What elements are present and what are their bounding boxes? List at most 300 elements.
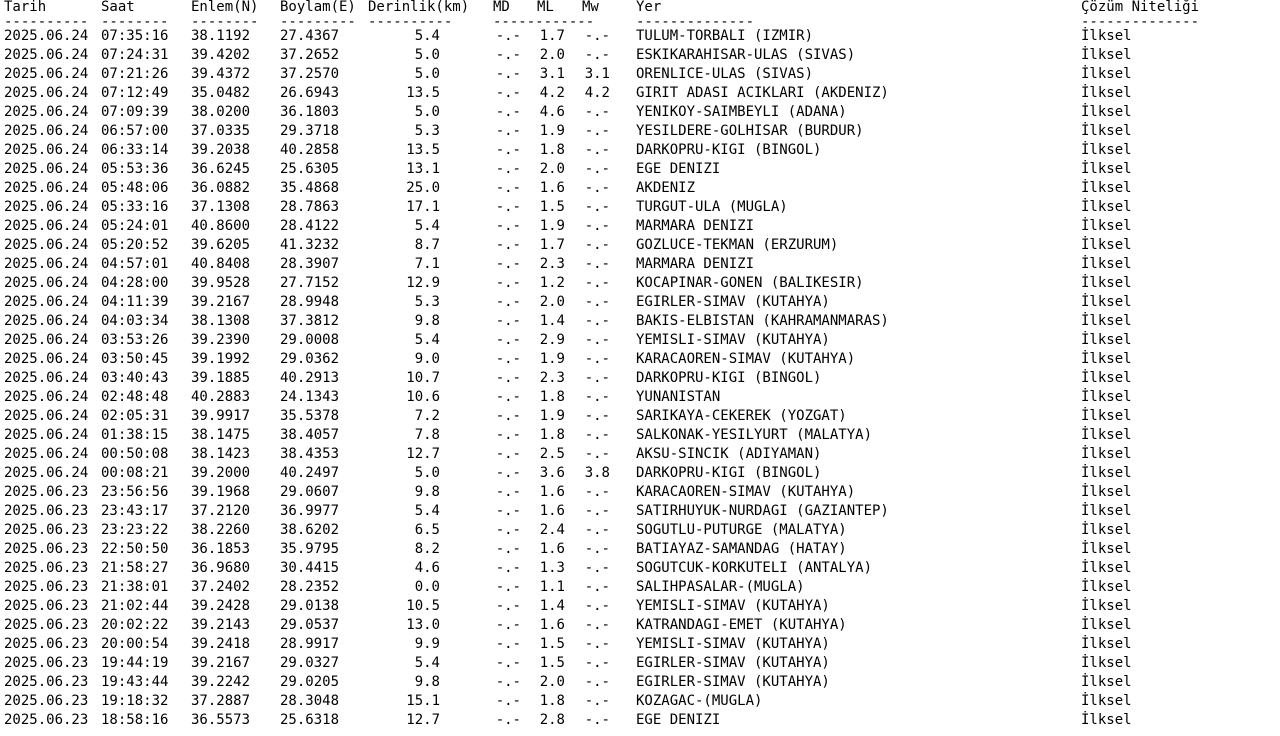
table-row: [4, 237, 1132, 257]
cell-time: 03:53:26: [101, 332, 169, 348]
cell-time: 05:53:36: [101, 161, 169, 177]
cell-place: YEMISLI-SIMAV (KUTAHYA): [636, 598, 830, 614]
cell-quality: İlksel: [1081, 294, 1132, 310]
cell-latitude: 39.4202: [191, 47, 251, 63]
cell-place: SOGUTLU-PUTURGE (MALATYA): [636, 522, 847, 538]
cell-ml: 2.8: [539, 712, 565, 728]
cell-date: 2025.06.24: [4, 256, 89, 272]
cell-md: -.-: [495, 712, 521, 728]
cell-mw: -.-: [584, 142, 610, 158]
table-row: [4, 294, 1132, 314]
cell-longitude: 29.0327: [280, 655, 340, 671]
table-row: [4, 161, 1132, 181]
cell-longitude: 25.6305: [280, 161, 340, 177]
cell-depth: 5.4: [414, 655, 440, 671]
header-mw: Mw: [582, 0, 599, 15]
cell-place: SALIHPASALAR-(MUGLA): [636, 579, 805, 595]
cell-depth: 5.0: [414, 465, 440, 481]
cell-latitude: 39.6205: [191, 237, 251, 253]
cell-place: YEMISLI-SIMAV (KUTAHYA): [636, 332, 830, 348]
cell-mw: 3.1: [584, 66, 610, 82]
cell-latitude: 37.0335: [191, 123, 251, 139]
cell-mw: -.-: [584, 427, 610, 443]
cell-longitude: 28.9948: [280, 294, 340, 310]
cell-longitude: 29.0537: [280, 617, 340, 633]
cell-ml: 4.2: [539, 85, 565, 101]
cell-time: 00:50:08: [101, 446, 169, 462]
table-row: [4, 693, 1132, 713]
cell-time: 21:38:01: [101, 579, 169, 595]
cell-depth: 9.8: [414, 313, 440, 329]
cell-time: 04:57:01: [101, 256, 169, 272]
cell-place: YENIKOY-SAIMBEYLI (ADANA): [636, 104, 847, 120]
cell-longitude: 37.2652: [280, 47, 340, 63]
cell-place: KATRANDAGI-EMET (KUTAHYA): [636, 617, 847, 633]
cell-mw: -.-: [584, 693, 610, 709]
table-row: [4, 28, 1132, 48]
cell-ml: 2.4: [539, 522, 565, 538]
cell-depth: 8.7: [414, 237, 440, 253]
cell-place: SARIKAYA-CEKEREK (YOZGAT): [636, 408, 847, 424]
cell-longitude: 28.3048: [280, 693, 340, 709]
cell-place: EGIRLER-SIMAV (KUTAHYA): [636, 655, 830, 671]
cell-date: 2025.06.23: [4, 503, 89, 519]
cell-mw: -.-: [584, 560, 610, 576]
cell-mw: -.-: [584, 598, 610, 614]
separator-date: ----------: [4, 14, 89, 30]
table-row: [4, 104, 1132, 124]
cell-ml: 1.4: [539, 313, 565, 329]
cell-longitude: 35.4868: [280, 180, 340, 196]
table-row: [4, 712, 1132, 732]
cell-place: SALKONAK-YESILYURT (MALATYA): [636, 427, 873, 443]
cell-time: 04:03:34: [101, 313, 169, 329]
cell-ml: 2.3: [539, 370, 565, 386]
cell-depth: 12.7: [406, 712, 440, 728]
cell-latitude: 37.2402: [191, 579, 251, 595]
table-row: [4, 617, 1132, 637]
cell-latitude: 39.2167: [191, 655, 251, 671]
header-latitude: Enlem(N): [191, 0, 259, 15]
cell-date: 2025.06.23: [4, 484, 89, 500]
cell-depth: 5.0: [414, 47, 440, 63]
cell-depth: 6.5: [414, 522, 440, 538]
cell-mw: -.-: [584, 655, 610, 671]
cell-place: ESKIKARAHISAR-ULAS (SIVAS): [636, 47, 856, 63]
cell-place: EGE DENIZI: [636, 161, 721, 177]
separator-magnitude: ------------: [493, 14, 595, 30]
cell-longitude: 26.6943: [280, 85, 340, 101]
table-row: [4, 465, 1132, 485]
cell-longitude: 36.1803: [280, 104, 340, 120]
cell-quality: İlksel: [1081, 85, 1132, 101]
cell-mw: -.-: [584, 617, 610, 633]
cell-md: -.-: [495, 522, 521, 538]
cell-quality: İlksel: [1081, 370, 1132, 386]
cell-place: AKSU-SINCIK (ADIYAMAN): [636, 446, 822, 462]
cell-depth: 9.0: [414, 351, 440, 367]
cell-mw: -.-: [584, 674, 610, 690]
cell-mw: -.-: [584, 104, 610, 120]
table-row: [4, 446, 1132, 466]
cell-quality: İlksel: [1081, 674, 1132, 690]
cell-date: 2025.06.23: [4, 636, 89, 652]
cell-latitude: 38.1423: [191, 446, 251, 462]
cell-latitude: 39.4372: [191, 66, 251, 82]
header-depth: Derinlik(km): [368, 0, 470, 15]
cell-quality: İlksel: [1081, 541, 1132, 557]
cell-latitude: 36.5573: [191, 712, 251, 728]
cell-quality: İlksel: [1081, 313, 1132, 329]
cell-md: -.-: [495, 389, 521, 405]
cell-depth: 9.8: [414, 674, 440, 690]
cell-ml: 3.1: [539, 66, 565, 82]
cell-longitude: 28.9917: [280, 636, 340, 652]
separator-time: --------: [101, 14, 169, 30]
cell-ml: 1.4: [539, 598, 565, 614]
cell-latitude: 38.2260: [191, 522, 251, 538]
cell-latitude: 35.0482: [191, 85, 251, 101]
cell-mw: -.-: [584, 579, 610, 595]
cell-ml: 1.9: [539, 351, 565, 367]
separator-latitude: --------: [191, 14, 259, 30]
cell-md: -.-: [495, 693, 521, 709]
cell-mw: -.-: [584, 389, 610, 405]
cell-ml: 1.6: [539, 503, 565, 519]
cell-depth: 9.8: [414, 484, 440, 500]
cell-quality: İlksel: [1081, 712, 1132, 728]
cell-place: EGIRLER-SIMAV (KUTAHYA): [636, 674, 830, 690]
cell-latitude: 36.9680: [191, 560, 251, 576]
cell-date: 2025.06.24: [4, 180, 89, 196]
cell-place: EGE DENIZI: [636, 712, 721, 728]
cell-date: 2025.06.24: [4, 389, 89, 405]
cell-place: BATIAYAZ-SAMANDAG (HATAY): [636, 541, 847, 557]
cell-quality: İlksel: [1081, 104, 1132, 120]
cell-ml: 2.0: [539, 294, 565, 310]
header-md: MD: [493, 0, 510, 15]
header-date: Tarih: [4, 0, 47, 15]
cell-time: 04:11:39: [101, 294, 169, 310]
cell-latitude: 36.0882: [191, 180, 251, 196]
cell-md: -.-: [495, 275, 521, 291]
cell-md: -.-: [495, 655, 521, 671]
cell-time: 20:02:22: [101, 617, 169, 633]
cell-ml: 1.9: [539, 218, 565, 234]
cell-ml: 2.0: [539, 47, 565, 63]
cell-quality: İlksel: [1081, 332, 1132, 348]
cell-quality: İlksel: [1081, 408, 1132, 424]
cell-time: 02:48:48: [101, 389, 169, 405]
cell-longitude: 30.4415: [280, 560, 340, 576]
cell-date: 2025.06.24: [4, 408, 89, 424]
cell-quality: İlksel: [1081, 123, 1132, 139]
cell-ml: 1.9: [539, 123, 565, 139]
cell-date: 2025.06.24: [4, 275, 89, 291]
cell-md: -.-: [495, 636, 521, 652]
cell-date: 2025.06.23: [4, 560, 89, 576]
table-row: [4, 503, 1132, 523]
cell-mw: 4.2: [584, 85, 610, 101]
cell-depth: 7.8: [414, 427, 440, 443]
cell-quality: İlksel: [1081, 199, 1132, 215]
cell-md: -.-: [495, 313, 521, 329]
cell-depth: 7.1: [414, 256, 440, 272]
cell-depth: 5.0: [414, 104, 440, 120]
cell-place: MARMARA DENIZI: [636, 218, 755, 234]
table-row: [4, 636, 1132, 656]
cell-ml: 1.8: [539, 693, 565, 709]
cell-place: GIRIT ADASI ACIKLARI (AKDENIZ): [636, 85, 889, 101]
cell-place: KARACAOREN-SIMAV (KUTAHYA): [636, 351, 856, 367]
cell-ml: 1.7: [539, 237, 565, 253]
cell-latitude: 39.1992: [191, 351, 251, 367]
cell-depth: 10.7: [406, 370, 440, 386]
separator-row: [4, 14, 1200, 30]
cell-md: -.-: [495, 123, 521, 139]
table-row: [4, 484, 1132, 504]
cell-ml: 1.8: [539, 142, 565, 158]
cell-depth: 5.3: [414, 294, 440, 310]
cell-md: -.-: [495, 66, 521, 82]
cell-date: 2025.06.23: [4, 693, 89, 709]
table-row: [4, 408, 1132, 428]
cell-depth: 13.5: [406, 85, 440, 101]
cell-date: 2025.06.23: [4, 655, 89, 671]
cell-date: 2025.06.24: [4, 104, 89, 120]
table-row: [4, 560, 1132, 580]
cell-longitude: 25.6318: [280, 712, 340, 728]
cell-latitude: 39.9917: [191, 408, 251, 424]
cell-mw: -.-: [584, 370, 610, 386]
cell-latitude: 38.1308: [191, 313, 251, 329]
table-row: [4, 655, 1132, 675]
cell-quality: İlksel: [1081, 28, 1132, 44]
cell-depth: 17.1: [406, 199, 440, 215]
cell-time: 23:23:22: [101, 522, 169, 538]
cell-quality: İlksel: [1081, 275, 1132, 291]
cell-date: 2025.06.24: [4, 370, 89, 386]
cell-depth: 13.1: [406, 161, 440, 177]
cell-depth: 12.9: [406, 275, 440, 291]
cell-md: -.-: [495, 161, 521, 177]
table-row: [4, 180, 1132, 200]
cell-time: 20:00:54: [101, 636, 169, 652]
table-row: [4, 47, 1132, 67]
cell-place: SATIRHUYUK-NURDAGI (GAZIANTEP): [636, 503, 889, 519]
cell-longitude: 37.3812: [280, 313, 340, 329]
cell-place: GOZLUCE-TEKMAN (ERZURUM): [636, 237, 839, 253]
cell-md: -.-: [495, 674, 521, 690]
cell-latitude: 40.8408: [191, 256, 251, 272]
cell-longitude: 29.0138: [280, 598, 340, 614]
cell-longitude: 35.9795: [280, 541, 340, 557]
table-row: [4, 389, 1132, 409]
cell-mw: -.-: [584, 47, 610, 63]
cell-place: TURGUT-ULA (MUGLA): [636, 199, 788, 215]
cell-date: 2025.06.24: [4, 313, 89, 329]
table-row: [4, 142, 1132, 162]
cell-time: 06:33:14: [101, 142, 169, 158]
cell-mw: -.-: [584, 636, 610, 652]
cell-place: ORENLICE-ULAS (SIVAS): [636, 66, 814, 82]
header-longitude: Boylam(E): [280, 0, 356, 15]
cell-depth: 13.0: [406, 617, 440, 633]
cell-depth: 5.4: [414, 28, 440, 44]
cell-md: -.-: [495, 446, 521, 462]
cell-quality: İlksel: [1081, 237, 1132, 253]
cell-place: YEMISLI-SIMAV (KUTAHYA): [636, 636, 830, 652]
cell-mw: -.-: [584, 522, 610, 538]
cell-latitude: 39.2000: [191, 465, 251, 481]
cell-mw: -.-: [584, 237, 610, 253]
separator-place: --------------: [636, 14, 755, 30]
cell-time: 03:50:45: [101, 351, 169, 367]
cell-time: 04:28:00: [101, 275, 169, 291]
cell-place: KOZAGAC-(MUGLA): [636, 693, 763, 709]
header-place: Yer: [636, 0, 662, 15]
cell-ml: 2.0: [539, 161, 565, 177]
cell-latitude: 39.2167: [191, 294, 251, 310]
cell-mw: 3.8: [584, 465, 610, 481]
cell-quality: İlksel: [1081, 693, 1132, 709]
table-row: [4, 313, 1132, 333]
cell-place: KARACAOREN-SIMAV (KUTAHYA): [636, 484, 856, 500]
cell-mw: -.-: [584, 351, 610, 367]
cell-longitude: 28.3907: [280, 256, 340, 272]
cell-depth: 10.6: [406, 389, 440, 405]
cell-date: 2025.06.23: [4, 579, 89, 595]
cell-longitude: 38.4353: [280, 446, 340, 462]
cell-longitude: 41.3232: [280, 237, 340, 253]
cell-md: -.-: [495, 465, 521, 481]
cell-time: 18:58:16: [101, 712, 169, 728]
cell-ml: 1.9: [539, 408, 565, 424]
cell-date: 2025.06.23: [4, 522, 89, 538]
cell-date: 2025.06.24: [4, 351, 89, 367]
cell-longitude: 29.3718: [280, 123, 340, 139]
cell-md: -.-: [495, 351, 521, 367]
header-ml: ML: [537, 0, 554, 15]
table-row: [4, 674, 1132, 694]
cell-longitude: 37.2570: [280, 66, 340, 82]
cell-mw: -.-: [584, 294, 610, 310]
cell-latitude: 39.1968: [191, 484, 251, 500]
cell-mw: -.-: [584, 161, 610, 177]
cell-time: 07:24:31: [101, 47, 169, 63]
table-row: [4, 351, 1132, 371]
cell-ml: 2.0: [539, 674, 565, 690]
cell-md: -.-: [495, 47, 521, 63]
cell-quality: İlksel: [1081, 522, 1132, 538]
cell-md: -.-: [495, 503, 521, 519]
cell-date: 2025.06.24: [4, 123, 89, 139]
cell-latitude: 40.8600: [191, 218, 251, 234]
cell-place: TULUM-TORBALI (IZMIR): [636, 28, 814, 44]
cell-latitude: 39.2242: [191, 674, 251, 690]
cell-depth: 5.0: [414, 66, 440, 82]
cell-time: 07:09:39: [101, 104, 169, 120]
cell-place: MARMARA DENIZI: [636, 256, 755, 272]
cell-md: -.-: [495, 484, 521, 500]
table-row: [4, 256, 1132, 276]
cell-time: 19:43:44: [101, 674, 169, 690]
cell-ml: 1.2: [539, 275, 565, 291]
cell-time: 05:20:52: [101, 237, 169, 253]
cell-ml: 1.8: [539, 389, 565, 405]
cell-mw: -.-: [584, 275, 610, 291]
cell-md: -.-: [495, 142, 521, 158]
cell-quality: İlksel: [1081, 579, 1132, 595]
cell-date: 2025.06.23: [4, 617, 89, 633]
cell-latitude: 38.1475: [191, 427, 251, 443]
cell-quality: İlksel: [1081, 389, 1132, 405]
cell-quality: İlksel: [1081, 256, 1132, 272]
table-row: [4, 85, 1132, 105]
table-row: [4, 123, 1132, 143]
cell-quality: İlksel: [1081, 218, 1132, 234]
cell-md: -.-: [495, 199, 521, 215]
table-row: [4, 199, 1132, 219]
cell-depth: 10.5: [406, 598, 440, 614]
cell-place: YESILDERE-GOLHISAR (BURDUR): [636, 123, 864, 139]
cell-quality: İlksel: [1081, 66, 1132, 82]
cell-md: -.-: [495, 427, 521, 443]
cell-depth: 15.1: [406, 693, 440, 709]
cell-longitude: 27.4367: [280, 28, 340, 44]
cell-latitude: 38.1192: [191, 28, 251, 44]
cell-latitude: 37.1308: [191, 199, 251, 215]
table-row: [4, 218, 1132, 238]
cell-latitude: 40.2883: [191, 389, 251, 405]
cell-date: 2025.06.24: [4, 465, 89, 481]
cell-ml: 2.9: [539, 332, 565, 348]
cell-time: 06:57:00: [101, 123, 169, 139]
cell-quality: İlksel: [1081, 161, 1132, 177]
table-row: [4, 332, 1132, 352]
cell-mw: -.-: [584, 218, 610, 234]
cell-mw: -.-: [584, 123, 610, 139]
cell-ml: 1.5: [539, 636, 565, 652]
cell-depth: 4.6: [414, 560, 440, 576]
cell-date: 2025.06.23: [4, 712, 89, 728]
table-row: [4, 541, 1132, 561]
cell-md: -.-: [495, 218, 521, 234]
earthquake-list: [4, 0, 1200, 732]
cell-quality: İlksel: [1081, 484, 1132, 500]
cell-ml: 1.3: [539, 560, 565, 576]
cell-md: -.-: [495, 598, 521, 614]
cell-date: 2025.06.24: [4, 66, 89, 82]
cell-depth: 5.4: [414, 503, 440, 519]
cell-place: YUNANISTAN: [636, 389, 721, 405]
table-row: [4, 370, 1132, 390]
cell-time: 05:33:16: [101, 199, 169, 215]
cell-ml: 3.6: [539, 465, 565, 481]
cell-ml: 1.6: [539, 541, 565, 557]
cell-longitude: 40.2858: [280, 142, 340, 158]
table-row: [4, 598, 1132, 618]
cell-depth: 7.2: [414, 408, 440, 424]
cell-longitude: 36.9977: [280, 503, 340, 519]
cell-ml: 1.7: [539, 28, 565, 44]
cell-time: 07:12:49: [101, 85, 169, 101]
cell-quality: İlksel: [1081, 598, 1132, 614]
cell-place: DARKOPRU-KIGI (BINGOL): [636, 465, 822, 481]
cell-quality: İlksel: [1081, 427, 1132, 443]
header-quality: Çözüm Niteliği: [1081, 0, 1200, 15]
separator-depth: ----------: [368, 14, 453, 30]
